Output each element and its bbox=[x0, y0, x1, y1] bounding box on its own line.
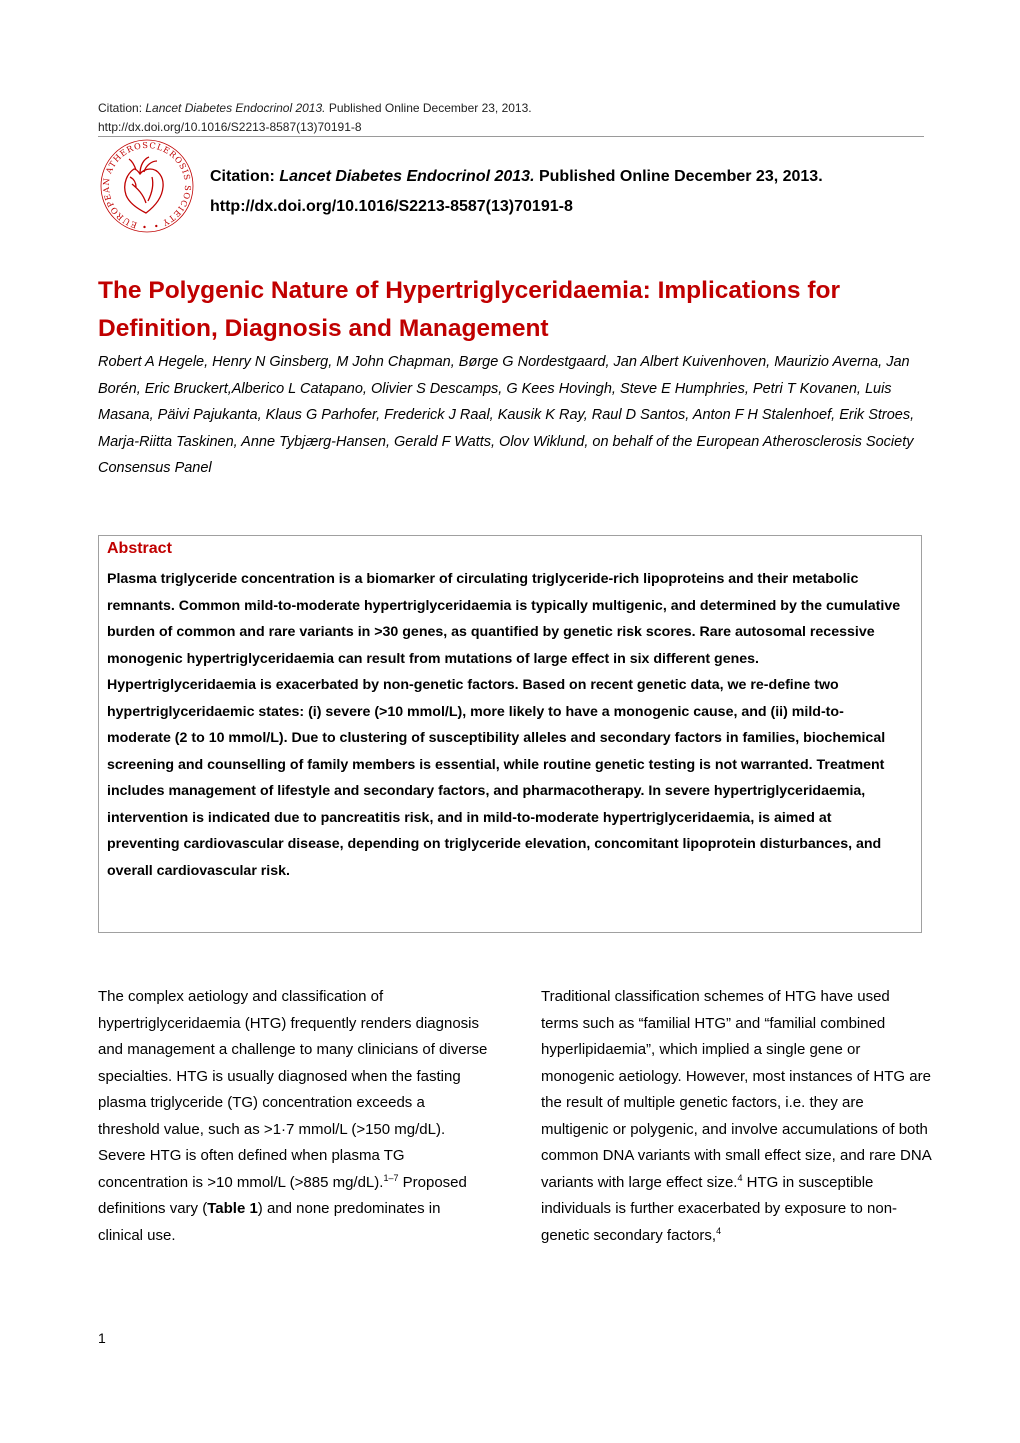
header-journal: Lancet Diabetes Endocrinol 2013. bbox=[145, 101, 326, 115]
left-text-3: ) and none predominates in clinical use. bbox=[98, 1200, 441, 1244]
table-reference-link[interactable]: Table 1 bbox=[207, 1200, 258, 1217]
body-column-right bbox=[541, 984, 931, 1249]
author-list: Robert A Hegele, Henry N Ginsberg, M John Chapman, Børge G Nordestgaard, Jan Albert Kuivenhoven, Maurizio Averna, Jan Borén, Eric Bruckert,Alberico L Catapano, Olivier S Descamps, G Kees Hovingh, Steve E Humphries, Petri T Kovanen, Luis Masana, Päivi Pajukanta, Klaus G Parhofer, Frederick J Raal, Kausik K Ray, Raul D Santos, Anton F H Stalenhoef, Erik Stroes, Marja-Riitta Taskinen, Anne Tybjærg-Hansen, Gerald F Watts, Olov Wiklund, on behalf of the European Atherosclerosis Society Consensus Panel bbox=[98, 354, 915, 476]
reference-marker[interactable]: 1–7 bbox=[383, 1172, 399, 1183]
citation-journal: Lancet Diabetes Endocrinol 2013. bbox=[279, 168, 535, 185]
header-rule bbox=[98, 136, 924, 137]
article-title: The Polygenic Nature of Hypertriglyceridaemia: Implications for Definition, Diagnosis and Management bbox=[98, 277, 840, 342]
citation-published: Published Online December 23, 2013. bbox=[534, 168, 823, 185]
left-text-1: The complex aetiology and classification of hypertriglyceridaemia (HTG) frequently renders diagnosis and management a challenge to many clinicians of diverse specialties. HTG is usually diagnosed when the fasting plasma triglyceride (TG) concentration exceeds a threshold value, such as >1·7 mmol/L (>150 mg/dL). Severe HTG is often defined when plasma TG concentration is >10 mmol/L (>885 mg/dL). bbox=[98, 988, 488, 1191]
citation-block bbox=[210, 162, 823, 222]
heart-icon bbox=[125, 157, 163, 213]
eas-logo bbox=[96, 139, 198, 233]
citation-line bbox=[210, 162, 823, 192]
body-column-left bbox=[98, 984, 488, 1249]
abstract-text: Plasma triglyceride concentration is a biomarker of circulating triglyceride-rich lipoproteins and their metabolic remnants. Common mild-to-moderate hypertriglyceridaemia is typically multigenic, and determined by the cumulative burden of common and rare variants in >30 genes, as quantified by genetic risk scores. Rare autosomal recessive monogenic hypertriglyceridaemia can result from mutations of large effect in six different genes. Hypertriglyceridaemia is exacerbated by non-genetic factors. Based on recent genetic data, we re-define two hypertriglyceridaemic states: (i) severe (>10 mmol/L), more likely to have a monogenic cause, and (ii) mild-to-moderate (2 to 10 mmol/L). Due to clustering of susceptibility alleles and secondary factors in families, biochemical screening and counselling of family members is essential, while routine genetic testing is not warranted. Treatment includes management of lifestyle and secondary factors, and pharmacotherapy. In severe hypertriglyceridaemia, intervention is indicated due to pancreatitis risk, and in mild-to-moderate hypertriglyceridaemia, is aimed at preventing cardiovascular disease, depending on triglyceride elevation, concomitant lipoprotein disturbances, and overall cardiovascular risk. bbox=[107, 571, 901, 879]
page-number: 1 bbox=[98, 1330, 106, 1346]
reference-marker[interactable]: 4 bbox=[737, 1172, 743, 1183]
left-text-2: Proposed definitions vary ( bbox=[98, 1173, 467, 1217]
reference-marker[interactable]: 4 bbox=[716, 1225, 722, 1236]
citation-doi[interactable]: http://dx.doi.org/10.1016/S2213-8587(13)70191-8 bbox=[210, 198, 573, 215]
logo-ring-text: • EUROPEAN ATHEROSCLEROSIS SOCIETY • bbox=[100, 139, 194, 233]
right-text-1: Traditional classification schemes of HTG have used terms such as “familial HTG” and “familial combined hyperlipidaemia”, which implied a single gene or monogenic aetiology. However, most instances of HTG are the result of multiple genetic factors, i.e. they are multigenic or polygenic, and involve accumulations of both common DNA variants with small effect size, and rare DNA variants with large effect size. bbox=[541, 988, 931, 1191]
header-doi[interactable]: http://dx.doi.org/10.1016/S2213-8587(13)70191-8 bbox=[98, 120, 362, 134]
header-published: Published Online December 23, 2013. bbox=[325, 101, 532, 115]
header-citation-prefix: Citation: bbox=[98, 101, 146, 115]
abstract-box bbox=[98, 535, 922, 933]
right-text-2: HTG in susceptible individuals is further exacerbated by exposure to non-genetic secondary factors, bbox=[541, 1173, 898, 1244]
abstract-heading: Abstract bbox=[107, 540, 172, 557]
header-citation-line bbox=[98, 99, 532, 118]
running-header bbox=[98, 99, 532, 137]
citation-prefix: Citation: bbox=[210, 168, 280, 185]
